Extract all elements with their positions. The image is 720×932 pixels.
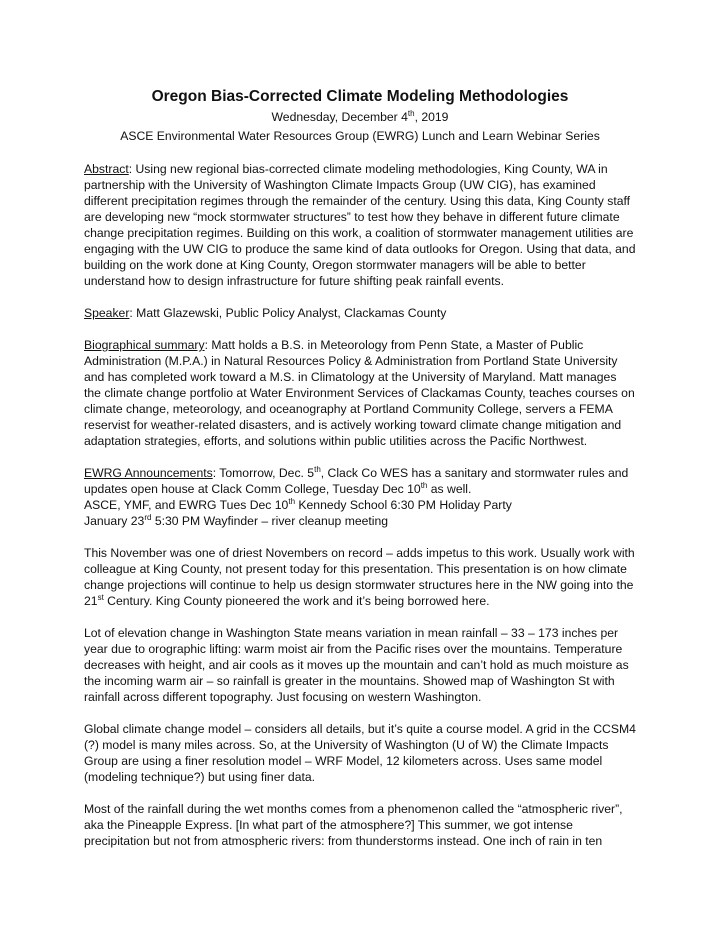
abstract-label: Abstract [84, 162, 129, 176]
date-year: , 2019 [414, 110, 449, 124]
announcement-text: 5:30 PM Wayfinder – river cleanup meeting [151, 514, 389, 528]
bio-paragraph [84, 337, 636, 449]
notes-paragraph-2: Lot of elevation change in Washington State means variation in mean rainfall – 33 – 173 inches per year due to orographic lifting: warm moist air from the Pacific rises over the mountains. Temperature decreases with height, and air cools as it moves up the mountain and can’t hold as much moisture as the incoming warm air – so rainfall is greater in the mountains. Showed map of Washington St with rainfall across different topography. Just focusing on western Washington. [84, 626, 629, 704]
notes-paragraph-1 [84, 545, 636, 609]
announcement-line-1 [84, 465, 636, 497]
announcement-text: Kennedy School 6:30 PM Holiday Party [295, 498, 512, 512]
bio-label: Biographical summary [84, 338, 205, 352]
date-line [84, 109, 636, 125]
superscript: th [420, 480, 428, 490]
notes-text: Century. King County pioneered the work and it’s being borrowed here. [103, 594, 490, 608]
notes-text: This November was one of driest Novembers on record – adds impetus to this work. Usually work with colleague at King County, not present today for this presentation. This presentation is on how climate change projections will continue to help us design stormwater structures here in the NW going into the 21 [84, 546, 635, 608]
superscript: th [314, 464, 321, 474]
notes-paragraph-4: Most of the rainfall during the wet months comes from a phenomenon called the “atmospheric river”, aka the Pineapple Express. [In what part of the atmosphere?] This summer, we got intense precipitation but not from atmospheric rivers: from thunderstorms instead. One inch of rain in ten [84, 802, 623, 848]
speaker-paragraph [84, 305, 636, 321]
announcement-text: : Tomorrow, Dec. 5 [212, 466, 315, 480]
page-title: Oregon Bias-Corrected Climate Modeling Methodologies [151, 88, 569, 105]
announcements-section [84, 465, 636, 529]
abstract-paragraph [84, 161, 636, 289]
superscript: th [288, 496, 296, 506]
announcement-text: January 23 [84, 514, 145, 528]
abstract-text: : Using new regional bias-corrected climate modeling methodologies, King County, WA in partnership with the University of Washington Climate Impacts Group (UW CIG), has examined different precipitation regimes through the remainder of the century. Using this data, King County staff are developing new “mock stormwater structures” to test how they behave in different future climate change precipitation regimes. Building on this work, a coalition of stormwater management utilities are engaging with the UW CIG to produce the same kind of data outlooks for Oregon. Using that data, and building on the work done at King County, Oregon stormwater managers will be able to better understand how to design infrastructure for future shifting peak rainfall events. [84, 162, 636, 288]
bio-text: : Matt holds a B.S. in Meteorology from Penn State, a Master of Public Administration (M.P.A.) in Natural Resources Policy & Administration from Portland State University and has completed work toward a M.S. in Climatology at the University of Maryland. Matt manages the climate change portfolio at Water Environment Services of Clackamas County, teaches courses on climate change, meteorology, and oceanography at Portland Community College, servers a FEMA reservist for weather-related disasters, and is actively working toward climate change mitigation and adaptation strategies, efforts, and solutions within public utilities across the Pacific Northwest. [84, 338, 635, 448]
speaker-label: Speaker [84, 306, 130, 320]
series-line: ASCE Environmental Water Resources Group (EWRG) Lunch and Learn Webinar Series [120, 129, 600, 143]
announcement-text: ASCE, YMF, and EWRG Tues Dec 10 [84, 498, 289, 512]
date-superscript: th [407, 108, 415, 118]
announcement-line-3 [84, 513, 636, 529]
announcements-label: EWRG Announcements [84, 466, 213, 480]
announcement-line-2 [84, 497, 636, 513]
notes-paragraph-3: Global climate change model – considers all details, but it’s quite a course model. A grid in the CCSM4 (?) model is many miles across. So, at the University of Washington (U of W) the Climate Impacts Group are using a finer resolution model – WRF Model, 12 kilometers across. Uses same model (modeling technique?) but using finer data. [84, 722, 636, 784]
speaker-text: : Matt Glazewski, Public Policy Analyst, Clackamas County [129, 306, 447, 320]
date-text: Wednesday, December 4 [271, 110, 408, 124]
announcement-text: as well. [427, 482, 472, 496]
superscript: st [97, 592, 104, 602]
announcement-text: , Clack Co WES has a sanitary and stormwater rules and updates open house at Clack Comm College, Tuesday Dec 10 [84, 466, 629, 496]
superscript: rd [144, 512, 152, 522]
